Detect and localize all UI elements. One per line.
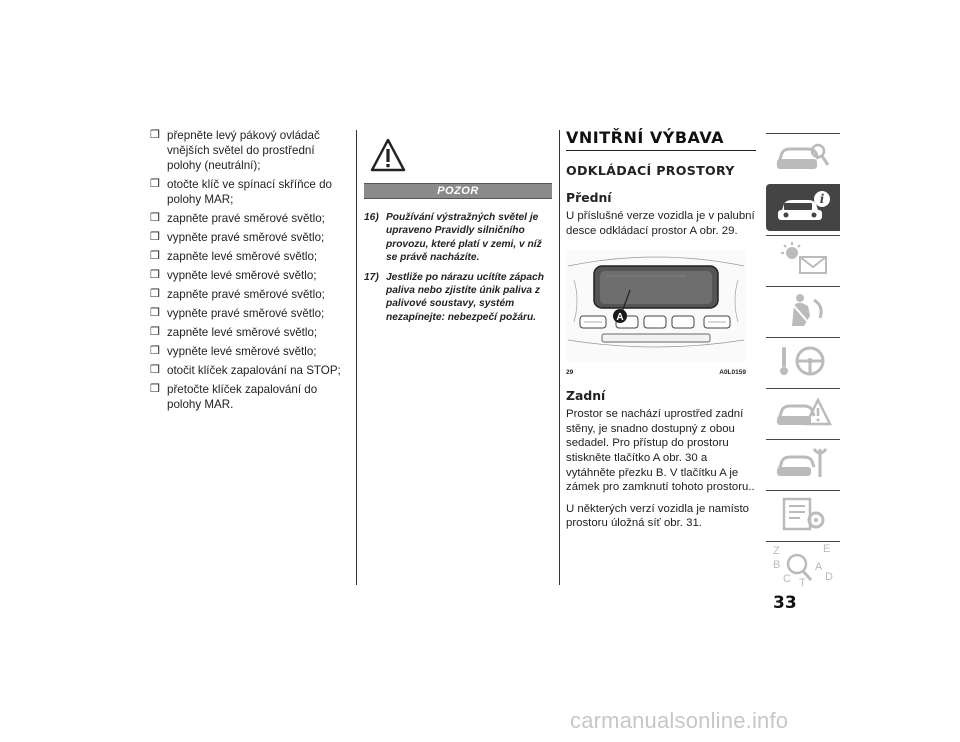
- rear-text-2: U některých verzí vozidla je namísto prostoru úložná síť obr. 31.: [566, 502, 749, 530]
- page-number: 33: [773, 593, 797, 613]
- list-item: [150, 128, 350, 173]
- warning-title: POZOR: [364, 183, 552, 199]
- checkbox-bullet-icon: ❒: [150, 288, 160, 300]
- list-item: [150, 268, 350, 283]
- checkbox-bullet-icon: ❒: [150, 364, 160, 376]
- list-item-text: zapněte pravé směrové světlo;: [167, 212, 325, 225]
- chapter-tabs: [766, 133, 840, 592]
- front-heading: Přední: [566, 190, 612, 205]
- checkbox-bullet-icon: ❒: [150, 250, 160, 262]
- car-search-icon: [774, 139, 832, 175]
- rear-heading: Zadní: [566, 388, 606, 404]
- subsection-title: ODKLÁDACÍ PROSTORY: [566, 163, 735, 178]
- list-item-text: přepněte levý pákový ovládač vnějších světel do prostřední polohy (neutrální);: [167, 129, 320, 172]
- rear-text-1: Prostor se nachází uprostřed zadní stěny, je snadno dostupný z obou sedadel. Pro přístup do prostoru stiskněte tlačítko A obr. 30 a vytáhněte přezku B. V tlačítku A je zámek pro zamknutí tohoto prostoru..: [566, 408, 755, 494]
- svg-text:i: i: [819, 192, 825, 206]
- list-item: [150, 382, 350, 412]
- checkbox-bullet-icon: ❒: [150, 307, 160, 319]
- figure-code: A0L0159: [719, 369, 746, 377]
- checkbox-bullet-icon: ❒: [150, 129, 160, 141]
- column-divider-left: [356, 130, 357, 585]
- list-item-text: otočit klíček zapalování na STOP;: [167, 364, 341, 377]
- car-hazard-icon: [774, 394, 832, 430]
- list-item-text: vypněte levé směrové světlo;: [167, 345, 317, 358]
- tab-index[interactable]: [766, 541, 840, 588]
- list-item: [150, 230, 350, 245]
- warning-notes: [364, 211, 552, 324]
- front-text: U příslušné verze vozidla je v palubní desce odkládací prostor A obr. 29.: [566, 210, 755, 237]
- index-letter: C: [783, 573, 791, 585]
- list-item: [150, 177, 350, 207]
- specs-gear-icon: [774, 496, 832, 532]
- list-item-text: vypněte levé směrové světlo;: [167, 269, 317, 282]
- warning-note: [364, 211, 552, 265]
- checkbox-bullet-icon: ❒: [150, 178, 160, 190]
- column-divider-right: [559, 130, 560, 585]
- bullet-list: [150, 128, 350, 416]
- tab-safety[interactable]: [766, 286, 840, 333]
- list-item-text: zapněte levé směrové světlo;: [167, 326, 318, 339]
- list-item: [150, 344, 350, 359]
- seatbelt-airbag-icon: [774, 292, 832, 328]
- index-search-icon: [771, 542, 835, 588]
- index-letter: D: [825, 571, 833, 583]
- checkbox-bullet-icon: ❒: [150, 269, 160, 281]
- list-item: [150, 325, 350, 340]
- dashboard-storage-figure: [566, 250, 746, 362]
- list-item-text: zapněte levé směrové světlo;: [167, 250, 318, 263]
- section-title: VNITŘNÍ VÝBAVA: [566, 128, 756, 151]
- list-item-text: otočte klíč ve spínací skříňce do polohy MAR;: [167, 178, 332, 206]
- list-item-text: zapněte pravé směrové světlo;: [167, 288, 325, 301]
- list-item-text: vypněte pravé směrové světlo;: [167, 307, 325, 320]
- list-item: [150, 287, 350, 302]
- list-item: [150, 249, 350, 264]
- checkbox-bullet-icon: ❒: [150, 383, 160, 395]
- index-letter: B: [773, 559, 781, 571]
- car-info-icon: [774, 190, 832, 226]
- note-text: Jestliže po nárazu ucítíte zápach paliva nebo zjistíte únik paliva z palivové soustavy, systém nezapínejte: nebezpečí požáru.: [386, 271, 544, 323]
- figure-number: 29: [566, 369, 574, 377]
- tab-car-info[interactable]: [766, 184, 840, 231]
- tab-dashboard[interactable]: [766, 133, 840, 180]
- warning-lights-icon: [774, 241, 832, 277]
- list-item-text: přetočte klíček zapalování do polohy MAR.: [167, 383, 318, 411]
- interior-section: [566, 128, 756, 531]
- steering-start-icon: [774, 343, 832, 379]
- warning-note: [364, 271, 552, 325]
- tab-warning-lights[interactable]: [766, 235, 840, 282]
- list-item: [150, 211, 350, 226]
- note-number: 17): [364, 271, 379, 283]
- figure-caption: [566, 369, 746, 376]
- checkbox-bullet-icon: ❒: [150, 212, 160, 224]
- warning-box: [364, 138, 552, 330]
- watermark: carmanualsonline.info: [570, 708, 789, 733]
- figure-callout-a: A: [616, 312, 624, 324]
- index-letter: Z: [773, 545, 780, 557]
- note-text: Používání výstražných světel je upraveno Pravidly silničního provozu, které platí v zemi, v níž se právě nacházíte.: [386, 212, 542, 264]
- list-item: [150, 306, 350, 321]
- warning-triangle-icon: [370, 138, 406, 174]
- list-item: [150, 363, 350, 378]
- index-letter: A: [815, 561, 823, 573]
- note-number: 16): [364, 212, 379, 223]
- tab-emergency[interactable]: [766, 388, 840, 435]
- tab-service[interactable]: [766, 439, 840, 486]
- car-service-icon: [774, 445, 832, 481]
- tab-specs[interactable]: [766, 490, 840, 537]
- checkbox-bullet-icon: ❒: [150, 345, 160, 357]
- index-letter: T: [799, 577, 806, 588]
- list-item-text: vypněte pravé směrové světlo;: [167, 231, 325, 244]
- tab-starting-driving[interactable]: [766, 337, 840, 384]
- checkbox-bullet-icon: ❒: [150, 231, 160, 243]
- index-letter: E: [823, 543, 831, 555]
- checkbox-bullet-icon: ❒: [150, 326, 160, 338]
